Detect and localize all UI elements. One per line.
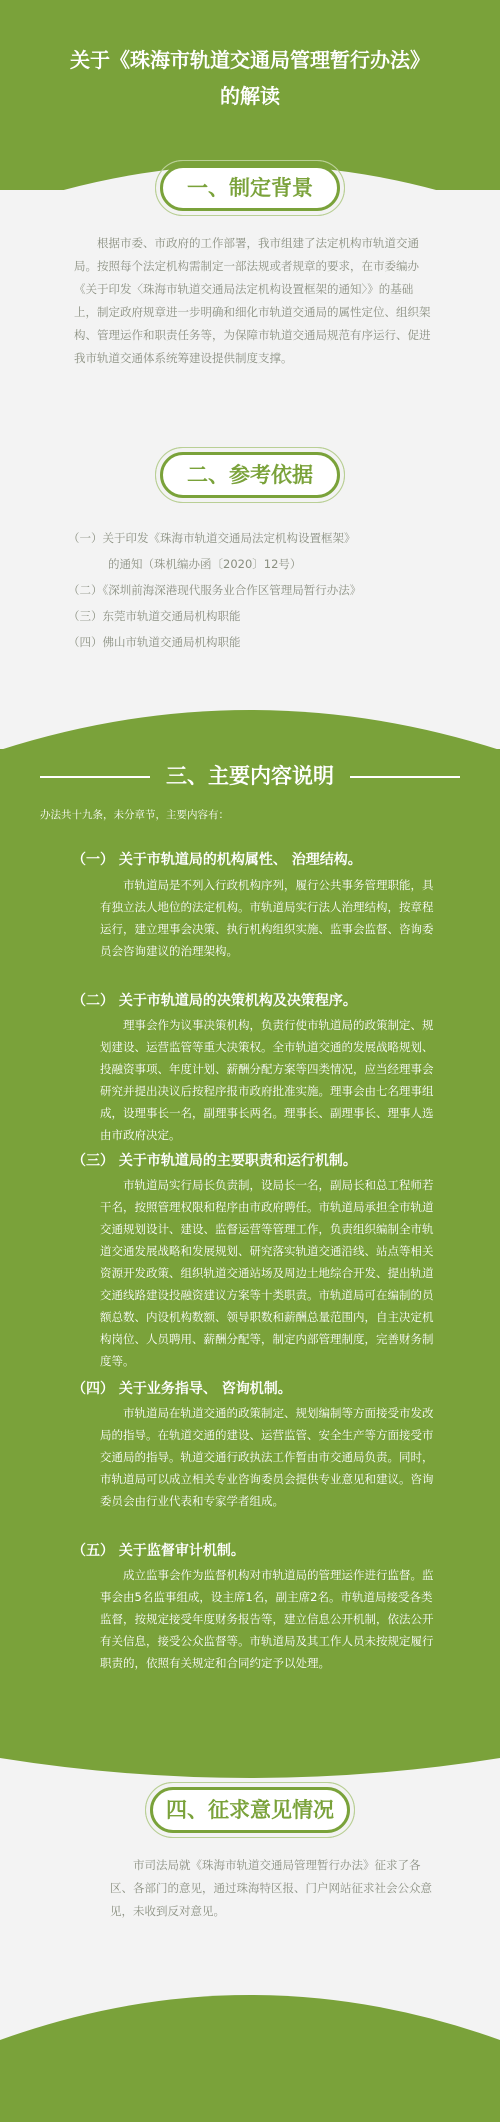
- section-heading-text: 二、参考依据: [187, 463, 313, 487]
- content-top-curve: [0, 690, 500, 750]
- section-heading-text: 三、主要内容说明: [166, 764, 334, 788]
- page-title-line2: 的解读: [220, 84, 280, 108]
- heading-rule-left: [40, 776, 150, 778]
- section-heading-content: [0, 761, 500, 791]
- background-paragraph: 根据市委、市政府的工作部署，我市组建了法定机构市轨道交通局。按照每个法定机构需制定一部法规或者规章的要求，在市委编办《关于印发〈珠海市轨道交通局法定机构设置框架的通知〉》的基础上，制定政府规章进一步明确和细化市轨道交通局的属性定位、组织架构、管理运作和职责任务等，为保障市轨道交通局规范有序运行、促进我市轨道交通体系统筹建设提供制度支撑。: [74, 236, 431, 365]
- section-heading-text: 一、制定背景: [187, 176, 313, 200]
- item-body: 成立监事会作为监督机构对市轨道局的管理运作进行监督。监事会由5名监事组成，设主席1名，副主席2名。市轨道局接受各类监督，按规定接受年度财务报告等，建立信息公开机制，依法公开有关信息，接受公众监督等。市轨道局及其工作人员未按规定履行职责的，依照有关规定和合同约定予以处理。: [100, 1568, 434, 1670]
- item-title: （五） 关于监督审计机制。: [72, 1543, 245, 1559]
- item-body: 市轨道局是不列入行政机构序列，履行公共事务管理职能，具有独立法人地位的法定机构。市轨道局实行法人治理结构，按章程运行，建立理事会决策、执行机构组织实施、监事会监督、咨询委员会咨询建议的治理架构。: [100, 878, 434, 958]
- item-title: （三） 关于市轨道局的主要职责和运行机制。: [72, 1153, 357, 1169]
- feedback-paragraph: 市司法局就《珠海市轨道交通局管理暂行办法》征求了各区、各部门的意见，通过珠海特区报、门户网站征求社会公众意见，未收到反对意见。: [110, 1858, 432, 1918]
- reference-item: （一）关于印发《珠海市轨道交通局法定机构设置框架》: [68, 531, 356, 545]
- section-heading-background: [160, 165, 340, 211]
- heading-rule-right: [350, 776, 460, 778]
- item-title: （四） 关于业务指导、 咨询机制。: [72, 1381, 292, 1397]
- reference-item: 的通知（珠机编办函〔2020〕12号）: [108, 557, 302, 571]
- section-heading-basis: [160, 452, 340, 498]
- page-title-line1: 关于《珠海市轨道交通局管理暂行办法》: [70, 48, 430, 72]
- footer-band: [0, 1990, 500, 2122]
- item-title: （一） 关于市轨道局的机构属性、 治理结构。: [72, 852, 362, 868]
- item-body: 市轨道局实行局长负责制，设局长一名，副局长和总工程师若干名，按照管理权限和程序由市政府聘任。市轨道局承担全市轨道交通规划设计、建设、监督运营等管理工作，负责组织编制全市轨道交通发展战略和发展规划、研究落实轨道交通沿线、站点等相关资源开发政策、组织轨道交通站场及周边土地综合开发、提出轨道交通线路建设投融资建议方案等十类职责。市轨道局可在编制的员额总数、内设机构数额、领导职数和薪酬总量范围内，自主决定机构岗位、人员聘用、薪酬分配等，制定内部管理制度，完善财务制度等。: [100, 1178, 434, 1368]
- item-body: 市轨道局在轨道交通的政策制定、规划编制等方面接受市发改局的指导。在轨道交通的建设、运营监管、安全生产等方面接受市交通局的指导。轨道交通行政执法工作暂由市交通局负责。同时，市轨道局可以成立相关专业咨询委员会提供专业意见和建议。咨询委员会由行业代表和专家学者组成。: [100, 1406, 434, 1508]
- reference-item: （三）东莞市轨道交通局机构职能: [68, 609, 241, 623]
- reference-list: [68, 525, 361, 655]
- item-body: 理事会作为议事决策机构，负责行使市轨道局的政策制定、规划建设、运营监管等重大决策权。全市轨道交通的发展战略规划、投融资事项、年度计划、薪酬分配方案等四类情况，应当经理事会研究并提出决议后按程序报市政府批准实施。理事会由七名理事组成，设理事长一名，副理事长两名。理事长、副理事长、理事人选由市政府决定。: [100, 1018, 434, 1142]
- item-title: （二） 关于市轨道局的决策机构及决策程序。: [72, 993, 357, 1009]
- reference-item: （四）佛山市轨道交通局机构职能: [68, 635, 241, 649]
- section-heading-feedback: [150, 1787, 350, 1833]
- section-heading-text: 四、征求意见情况: [166, 1798, 334, 1822]
- content-intro: 办法共十九条，未分章节，主要内容有：: [40, 809, 229, 821]
- reference-item: （二）《深圳前海深港现代服务业合作区管理局暂行办法》: [68, 583, 362, 597]
